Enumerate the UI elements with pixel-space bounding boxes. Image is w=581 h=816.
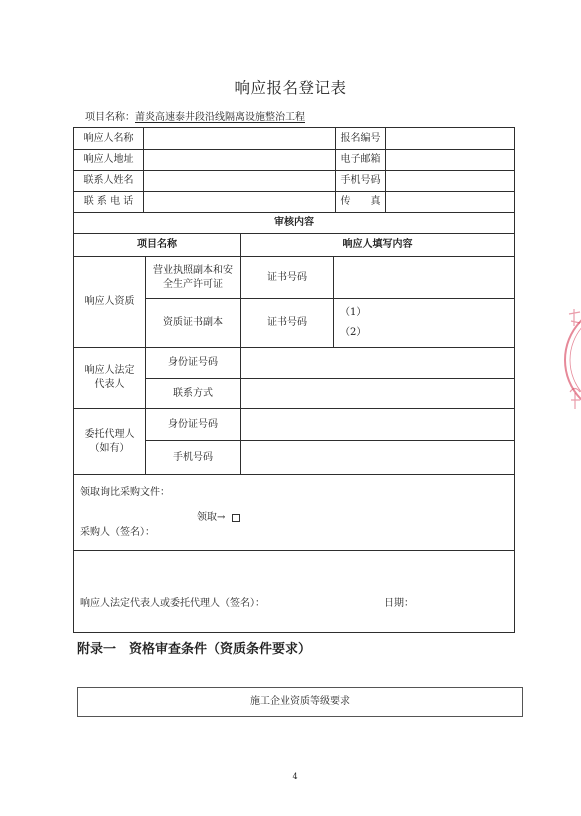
project-label: 项目名称： bbox=[85, 112, 135, 123]
form-title: 响应报名登记表 bbox=[234, 79, 347, 97]
license-item-label bbox=[145, 256, 241, 299]
contact-name-field bbox=[143, 170, 336, 192]
license-cert-number-field bbox=[333, 256, 515, 299]
license-item-line-2: 全生产许可证 bbox=[163, 278, 223, 290]
project-line bbox=[85, 111, 305, 125]
email-label: 电子邮箱 bbox=[335, 149, 386, 171]
agent-id-label: 身份证号码 bbox=[145, 408, 241, 441]
respondent-address-label: 响应人地址 bbox=[73, 149, 144, 171]
mobile-field bbox=[385, 170, 515, 192]
qualification-cert-item-label: 资质证书副本 bbox=[145, 298, 241, 348]
appendix-heading: 附录一 资格审查条件（资质条件要求） bbox=[77, 642, 312, 657]
agent-label bbox=[73, 408, 146, 475]
cert-entry-1: （1） bbox=[340, 307, 367, 318]
contact-name-label: 联系人姓名 bbox=[73, 170, 144, 192]
column-content-header: 响应人填写内容 bbox=[240, 233, 515, 257]
cert-entry-2: （2） bbox=[340, 327, 367, 338]
legal-rep-label-line-2: 代表人 bbox=[94, 379, 125, 390]
agent-mobile-field bbox=[240, 440, 515, 475]
purchaser-signature-label: 采购人（签名）： bbox=[80, 527, 155, 538]
contact-phone-label: 联 系 电 话 bbox=[73, 191, 144, 213]
respondent-address-field bbox=[143, 149, 336, 171]
contact-phone-field bbox=[143, 191, 336, 213]
agent-id-field bbox=[240, 408, 515, 441]
legal-rep-label-line-1: 响应人法定 bbox=[84, 365, 135, 376]
project-name: 莆炎高速泰井段沿线隔离设施整治工程 bbox=[135, 112, 305, 123]
legal-rep-contact-field bbox=[240, 378, 515, 409]
mobile-label: 手机号码 bbox=[335, 170, 386, 192]
qualification-requirement-box: 施工企业资质等级要求 bbox=[77, 687, 523, 717]
pickup-label: 领取询比采购文件： bbox=[80, 487, 170, 498]
license-item-line-1: 营业执照副本和安 bbox=[153, 264, 233, 276]
respondent-name-field bbox=[143, 127, 336, 150]
pickup-action: 领取→ bbox=[197, 512, 226, 523]
agent-mobile-label: 手机号码 bbox=[145, 440, 241, 475]
legal-rep-label bbox=[73, 347, 146, 409]
pickup-section bbox=[73, 474, 515, 551]
legal-rep-contact-label: 联系方式 bbox=[145, 378, 241, 409]
email-field bbox=[385, 149, 515, 171]
registration-number-label: 报名编号 bbox=[335, 127, 386, 150]
qualification-cert-number-label: 证书号码 bbox=[240, 298, 334, 348]
legal-rep-id-field bbox=[240, 347, 515, 379]
respondent-name-label: 响应人名称 bbox=[73, 127, 144, 150]
legal-rep-id-label: 身份证号码 bbox=[145, 347, 241, 379]
date-label: 日期： bbox=[384, 598, 414, 609]
checkbox-icon bbox=[232, 514, 240, 522]
license-cert-number-label: 证书号码 bbox=[240, 256, 334, 299]
agent-label-line-1: 委托代理人 bbox=[84, 428, 135, 440]
fax-label: 传 真 bbox=[335, 191, 386, 213]
signature-section bbox=[73, 550, 515, 633]
column-item-header: 项目名称 bbox=[73, 233, 241, 257]
review-header: 审核内容 bbox=[73, 212, 515, 234]
signature-label: 响应人法定代表人或委托代理人（签名）： bbox=[80, 598, 265, 609]
registration-number-field bbox=[385, 127, 515, 150]
agent-label-line-2: （如有） bbox=[89, 442, 130, 454]
page-number: 4 bbox=[292, 772, 298, 781]
seal-stamp-fragment bbox=[553, 296, 581, 426]
fax-field bbox=[385, 191, 515, 213]
qualification-label: 响应人资质 bbox=[73, 256, 146, 348]
qualification-cert-entries bbox=[333, 298, 515, 348]
